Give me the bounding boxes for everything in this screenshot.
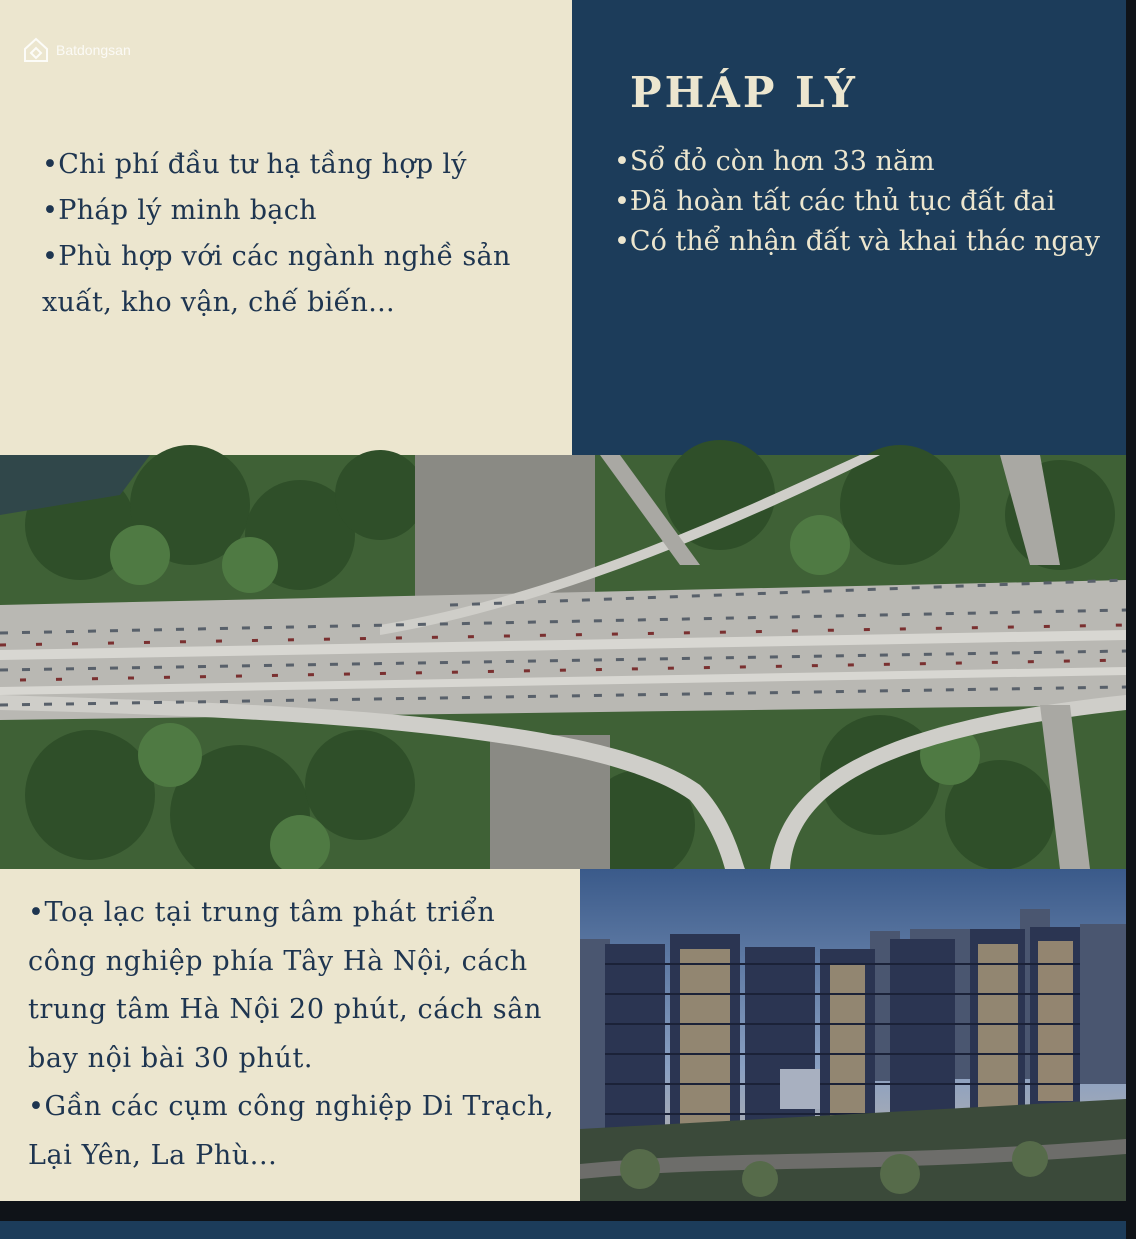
list-item: •Phù hợp với các ngành nghề sản xuất, kho vận, chế biến... xyxy=(42,241,511,318)
location-panel xyxy=(0,869,580,1201)
watermark xyxy=(22,36,131,64)
list-item: •Gần các cụm công nghiệp Di Trạch, Lại Yên, La Phù... xyxy=(28,1091,555,1171)
right-edge-strip xyxy=(1126,0,1136,1239)
list-item: •Chi phí đầu tư hạ tầng hợp lý xyxy=(42,149,467,180)
legal-list xyxy=(614,142,1114,262)
list-item: •Sổ đỏ còn hơn 33 năm xyxy=(614,146,935,177)
legal-panel xyxy=(572,0,1126,455)
benefits-panel xyxy=(0,0,572,455)
city-render-photo xyxy=(580,869,1126,1201)
list-item: •Có thể nhận đất và khai thác ngay xyxy=(614,226,1101,257)
watermark-logo-icon xyxy=(22,36,50,64)
watermark-text: Batdongsan xyxy=(56,42,131,58)
bottom-navy-strip xyxy=(0,1221,1126,1239)
aerial-highway-photo xyxy=(0,455,1126,869)
bottom-dark-strip xyxy=(0,1201,1126,1221)
highway-illustration xyxy=(0,455,1126,869)
list-item: •Đã hoàn tất các thủ tục đất đai xyxy=(614,186,1056,217)
legal-title: PHÁP LÝ xyxy=(630,68,858,117)
benefits-list xyxy=(42,142,552,326)
list-item: •Toạ lạc tại trung tâm phát triển công nghiệp phía Tây Hà Nội, cách trung tâm Hà Nội 20 phút, cách sân bay nội bài 30 phút. xyxy=(28,897,542,1074)
location-list xyxy=(28,889,568,1180)
list-item: •Pháp lý minh bạch xyxy=(42,195,317,226)
city-illustration xyxy=(580,869,1126,1201)
